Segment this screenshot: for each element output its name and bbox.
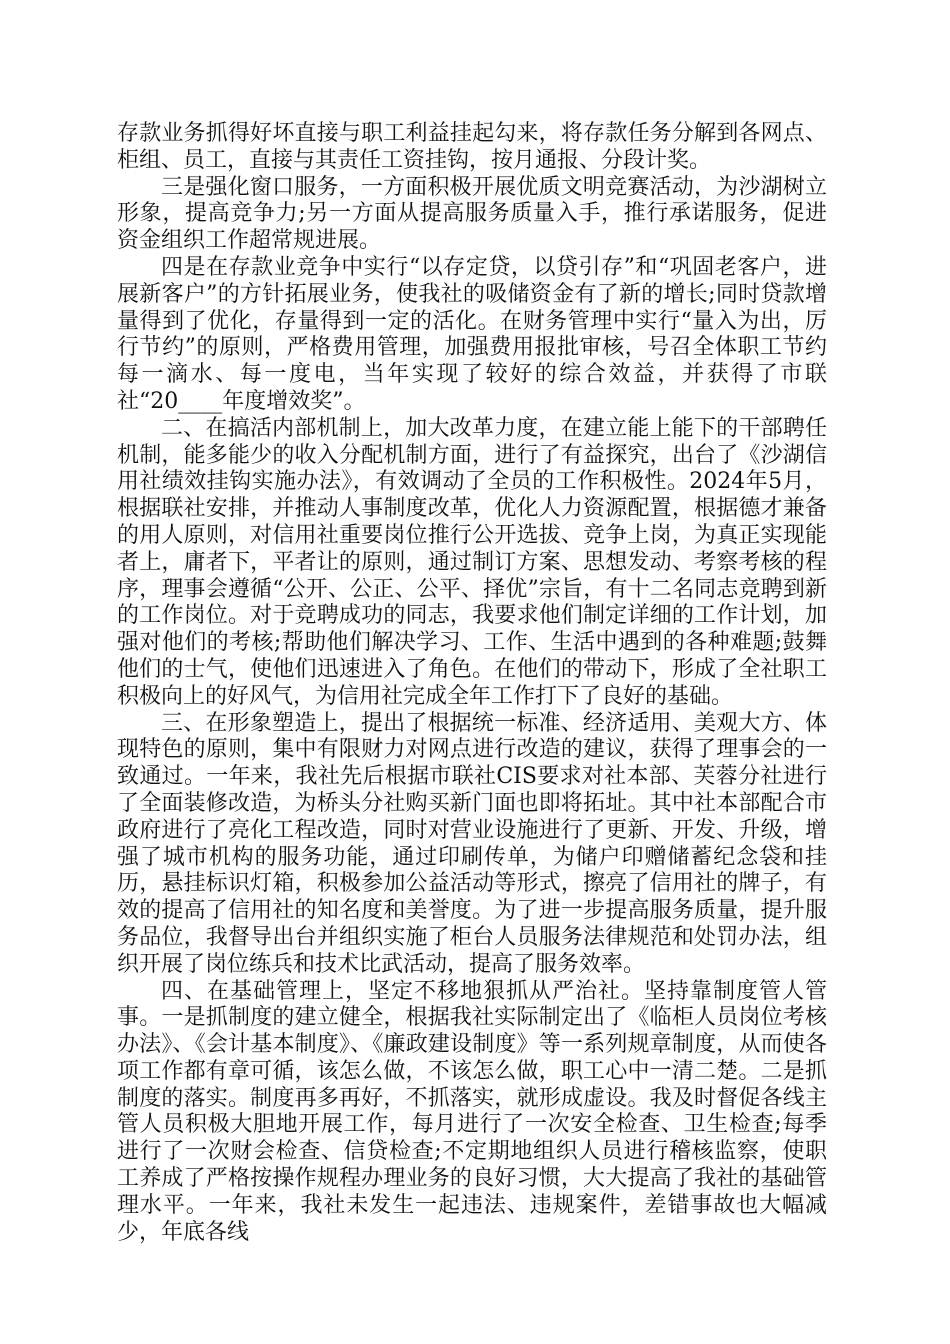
paragraph: 二、在搞活内部机制上，加大改革力度，在建立能上能下的干部聘任机制，能多能少的收入分配机制方面，进行了有益探究，出台了《沙湖信用社绩效挂钩实施办法》，有效调动了全员的工作积极性。2024年5月，根据联社安排，并推动人事制度改革，优化人力资源配置，根据德才兼备的用人原则，对信用社重要岗位推行公开选拔、竞争上岗，为真正实现能者上，庸者下，平者让的原则，通过制订方案、思想发动、考察考核的程序，理事会遵循“公开、公正、公平、择优”宗旨，有十二名同志竞聘到新的工作岗位。对于竞聘成功的同志，我要求他们制定详细的工作计划，加强对他们的考核;帮助他们解决学习、工作、生活中遇到的各种难题;鼓舞他们的士气，使他们迅速进入了角色。在他们的带动下，形成了全社职工积极向上的好风气，为信用社完成全年工作打下了良好的基础。: [117, 415, 827, 709]
paragraph: 四是在存款业竞争中实行“以存定贷，以贷引存”和“巩固老客户，进展新客户”的方针拓展业务，使我社的吸储资金有了新的增长;同时贷款增量得到了优化，存量得到一定的活化。在财务管理中实行“量入为出，厉行节约”的原则，严格费用管理，加强费用报批审核，号召全体职工节约每一滴水、每一度电，当年实现了较好的综合效益，并获得了市联社“20____年度增效奖”。: [117, 254, 827, 414]
paragraph: 四、在基础管理上，坚定不移地狠抓从严治社。坚持靠制度管人管事。一是抓制度的建立健全，根据我社实际制定出了《临柜人员岗位考核办法》、《会计基本制度》、《廉政建设制度》等一系列规章制度，从而使各项工作都有章可循，该怎么做，不该怎么做，职工心中一清二楚。二是抓制度的落实。制度再多再好，不抓落实，就形成虚设。我及时督促各线主管人员积极大胆地开展工作，每月进行了一次安全检查、卫生检查;每季进行了一次财会检查、信贷检查;不定期地组织人员进行稽核监察，使职工养成了严格按操作规程办理业务的良好习惯，大大提高了我社的基础管理水平。一年来，我社未发生一起违法、违规案件，差错事故也大幅减少，年底各线: [117, 978, 827, 1245]
paragraph: 存款业务抓得好坏直接与职工利益挂起勾来，将存款任务分解到各网点、柜组、员工，直接与其责任工资挂钩，按月通报、分段计奖。: [117, 121, 827, 173]
paragraph: 三是强化窗口服务，一方面积极开展优质文明竞赛活动，为沙湖树立形象，提高竞争力;另一方面从提高服务质量入手，推行承诺服务，促进资金组织工作超常规进展。: [117, 174, 827, 254]
paragraph: 三、在形象塑造上，提出了根据统一标准、经济适用、美观大方、体现特色的原则，集中有限财力对网点进行改造的建议，获得了理事会的一致通过。一年来，我社先后根据市联社CIS要求对社本部、芙蓉分社进行了全面装修改造，为桥头分社购买新门面也即将拓址。其中社本部配合市政府进行了亮化工程改造，同时对营业设施进行了更新、开发、升级，增强了城市机构的服务功能，通过印刷传单，为储户印赠储蓄纪念袋和挂历，悬挂标识灯箱，积极参加公益活动等形式，擦亮了信用社的牌子，有效的提高了信用社的知名度和美誉度。为了进一步提高服务质量，提升服务品位，我督导出台并组织实施了柜台人员服务法律规范和处罚办法，组织开展了岗位练兵和技术比武活动，提高了服务效率。: [117, 710, 827, 977]
document-body: [117, 121, 827, 1246]
